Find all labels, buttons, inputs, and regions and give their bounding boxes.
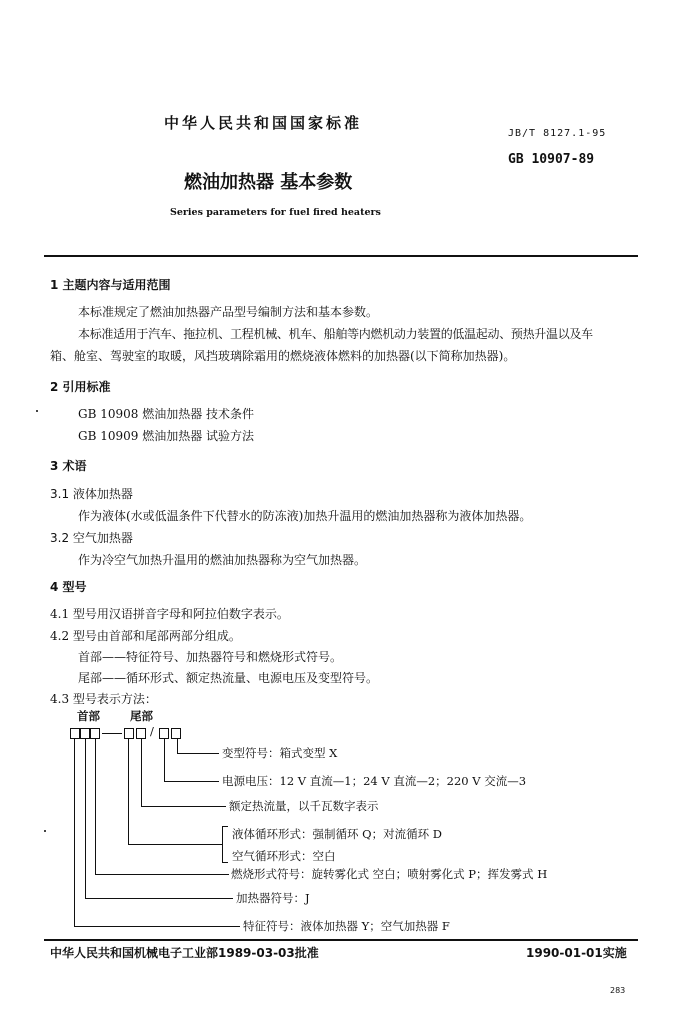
item-4-1: 4.1 型号用汉语拼音字母和阿拉伯数字表示。 xyxy=(50,607,289,621)
reference-gb-10908: GB 10908 燃油加热器 技术条件 xyxy=(78,407,255,421)
document-title: 燃油加热器 基本参数 xyxy=(184,172,353,193)
page-number: 283 xyxy=(610,986,626,995)
code-separator-dash xyxy=(102,733,122,734)
circulation-bracket xyxy=(222,826,223,862)
leader-circulation-vertical xyxy=(128,739,129,844)
combustion-form-label: 燃烧形式符号：旋转雾化式 空白；喷射雾化式 P；挥发雾式 H xyxy=(231,867,548,881)
document-title-english: Series parameters for fuel fired heaters xyxy=(170,207,381,218)
reference-gb-10909: GB 10909 燃油加热器 试验方法 xyxy=(78,429,255,443)
section-2-heading: 2 引用标准 xyxy=(50,380,111,394)
variant-symbol-label: 变型符号：箱式变型 X xyxy=(222,746,338,760)
diagram-head-label: 首部 xyxy=(77,709,100,723)
code-box-variant xyxy=(171,728,181,739)
leader-variant-vertical xyxy=(177,739,178,753)
heater-symbol-label: 加热器符号：J xyxy=(236,891,310,905)
leader-heater-vertical xyxy=(85,739,86,898)
jb-standard-code: JB/T 8127.1-95 xyxy=(508,128,607,139)
leader-heatflow-vertical xyxy=(141,739,142,806)
section-3-heading: 3 术语 xyxy=(50,459,87,473)
diagram-tail-label: 尾部 xyxy=(130,709,153,723)
header-divider xyxy=(44,255,638,257)
heat-flow-label: 额定热流量，以千瓦数字表示 xyxy=(229,799,379,813)
leader-voltage-vertical xyxy=(164,739,165,781)
circulation-bracket-bottom xyxy=(222,862,228,863)
leader-combustion-vertical xyxy=(95,739,96,874)
liquid-circulation-label: 液体循环形式：强制循环 Q；对流循环 D xyxy=(232,827,442,841)
term-3-1-heading: 3.1 液体加热器 xyxy=(50,487,133,501)
section-1-heading: 1 主题内容与适用范围 xyxy=(50,278,171,292)
code-box-heater xyxy=(80,728,90,739)
scan-speck xyxy=(36,410,38,412)
leader-circulation-horizontal xyxy=(128,844,222,845)
code-box-voltage xyxy=(159,728,169,739)
leader-voltage-horizontal xyxy=(164,781,219,782)
effective-date: 1990-01-01实施 xyxy=(526,946,627,960)
item-4-2-head-part: 首部——特征符号、加热器符号和燃烧形式符号。 xyxy=(78,650,343,664)
section-1-paragraph-2-line-1: 本标准适用于汽车、拖拉机、工程机械、机车、船舶等内燃机动力装置的低温起动、预热升温以及车 xyxy=(78,327,593,341)
code-box-heat-flow xyxy=(136,728,146,739)
voltage-label: 电源电压：12 V 直流—1；24 V 直流—2；220 V 交流—3 xyxy=(222,774,527,788)
code-box-circulation xyxy=(124,728,134,739)
term-3-2-heading: 3.2 空气加热器 xyxy=(50,531,133,545)
leader-combustion-horizontal xyxy=(95,874,229,875)
circulation-bracket-top xyxy=(222,826,228,827)
section-1-paragraph-1: 本标准规定了燃油加热器产品型号编制方法和基本参数。 xyxy=(78,305,379,319)
air-circulation-label: 空气循环形式：空白 xyxy=(232,849,336,863)
section-4-heading: 4 型号 xyxy=(50,580,87,594)
leader-characteristic-vertical xyxy=(74,739,75,926)
term-3-1-text: 作为液体(水或低温条件下代替水的防冻液)加热升温用的燃油加热器称为液体加热器。 xyxy=(78,509,532,523)
footer-divider xyxy=(44,939,638,941)
leader-variant-horizontal xyxy=(177,753,219,754)
gb-standard-code: GB 10907-89 xyxy=(508,152,595,167)
item-4-3: 4.3 型号表示方法： xyxy=(50,692,157,706)
item-4-2: 4.2 型号由首部和尾部两部分组成。 xyxy=(50,629,241,643)
leader-heatflow-horizontal xyxy=(141,806,226,807)
code-box-characteristic xyxy=(70,728,80,739)
code-box-combustion xyxy=(90,728,100,739)
code-slash: / xyxy=(150,724,154,738)
term-3-2-text: 作为冷空气加热升温用的燃油加热器称为空气加热器。 xyxy=(78,553,367,567)
leader-heater-horizontal xyxy=(85,898,233,899)
section-1-paragraph-2-line-2: 箱、舱室、驾驶室的取暖，风挡玻璃除霜用的燃烧液体燃料的加热器(以下简称加热器)。 xyxy=(50,349,516,363)
scan-speck xyxy=(44,830,46,832)
characteristic-symbol-label: 特征符号：液体加热器 Y；空气加热器 F xyxy=(243,919,450,933)
leader-characteristic-horizontal xyxy=(74,926,240,927)
approval-issuer: 中华人民共和国机械电子工业部1989-03-03批准 xyxy=(50,946,319,960)
standard-org-title: 中华人民共和国国家标准 xyxy=(164,114,363,132)
item-4-2-tail-part: 尾部——循环形式、额定热流量、电源电压及变型符号。 xyxy=(78,671,379,685)
